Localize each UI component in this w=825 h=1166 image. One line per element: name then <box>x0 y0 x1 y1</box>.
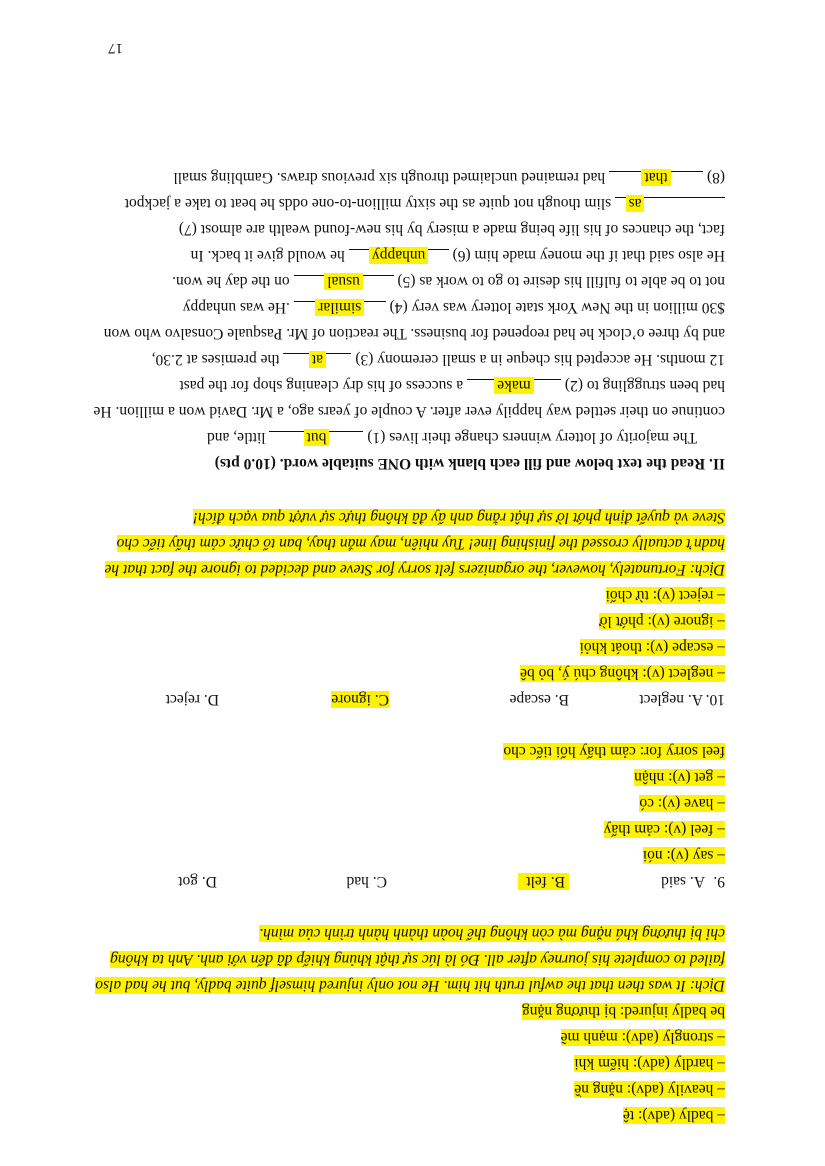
passage-line: fact, the chances of his life being made a misery by his new-found wealth are almost (7) <box>178 221 725 238</box>
translation-line: Steve và quyết định phớt lờ sự thật rằng anh ấy đã không thực sự vượt qua vạch đích! <box>192 509 725 526</box>
passage-line: The majority of lottery winners change their lives (1) but little, and <box>207 429 697 446</box>
vocab-line: – say (v): nói <box>642 847 725 864</box>
question-9-option-c: C. had <box>346 873 387 890</box>
passage-line: He also said that if the money made him (6) unhappy he would give it back. In <box>190 247 725 264</box>
passage-line: as slim though not quite as the sixty million-to-one odds he beat to take a jackpot <box>125 194 725 212</box>
question-10-number: 10. <box>705 691 725 708</box>
vocab-line: – hardly (adv): hiếm khi <box>574 1055 725 1072</box>
vocab-line: – reject (v): từ chối <box>605 587 725 604</box>
vocab-line: – ignore (v): phớt lờ <box>599 613 725 630</box>
question-10-option-d: D. reject <box>165 691 219 708</box>
blank-7: as <box>615 197 725 212</box>
translation-line: Dịch: Fortunately, however, the organizers felt sorry for Steve and decided to ignore the fact that he <box>104 561 725 578</box>
vocab-line: – neglect (v): không chú ý, bỏ bê <box>520 665 725 682</box>
vocab-line: be badly injured: bị thương nặng <box>522 1003 725 1020</box>
translation-line: Dịch: It was then that the awful truth hit him. He not only injured himself quite badly, but he had also <box>95 977 725 994</box>
vocab-line: – have (v): có <box>639 795 725 812</box>
translation-line: failed to complete his journey after all. Đó là lúc sự thật khủng khiếp đã đến với anh. Anh ta không <box>110 951 725 968</box>
blank-4: similar <box>294 301 386 316</box>
blank-8: that <box>609 171 703 186</box>
blank-5: usual <box>294 275 394 290</box>
vocab-line: – strongly (adv): mạnh mẽ <box>560 1029 725 1046</box>
blank-1: but <box>269 431 363 446</box>
vocab-line: – escape (v): thoát khỏi <box>579 639 725 656</box>
blank-6: unhappy <box>349 249 449 264</box>
vocab-line: – heavily (adv): nặng nề <box>574 1081 725 1098</box>
question-10-option-a: A. neglect <box>639 691 703 708</box>
vocab-line: – get (v): nhận <box>634 769 725 786</box>
translation-line: chỉ bị thương khá nặng mà còn không thể hoàn thành hành trình của mình. <box>259 925 725 942</box>
passage-line: not to be able to fulfill his desire to go to work as (5) usual on the day he won. <box>172 273 725 290</box>
vocab-line: feel sorry for: cảm thấy hối tiếc cho <box>503 743 725 760</box>
question-9-option-b: B. felt <box>518 872 569 890</box>
blank-2: make <box>467 379 561 394</box>
passage-line: continue on their settled way happily ever after. A couple of years ago, a Mr. David won a million. He <box>93 403 725 420</box>
vocab-line: – badly (adv): tệ <box>622 1107 725 1124</box>
translation-line: hadn’t actually crossed the finishing line! Tuy nhiên, may mắn thay, ban tổ chức cảm thấy tiếc cho <box>116 535 725 552</box>
passage-line: 12 months. He accepted his cheque in a small ceremony (3) at the premises at 2.30, <box>151 351 725 368</box>
passage-line: $30 million in the New York state lottery was very (4) similar .He was unhappy <box>182 299 725 316</box>
passage-line: (8) that had remained unclaimed through six previous draws. Gambling small <box>173 169 725 186</box>
passage-line: had been struggling to (2) make a success of his dry cleaning shop for the past <box>179 377 725 394</box>
question-10-option-b: B. escape <box>509 691 569 708</box>
section-heading: II. Read the text below and fill each blank with ONE suitable word. (10.0 pts) <box>214 455 725 472</box>
passage-line: and by three o’clock he had reopened for business. The reaction of Mr. Pasquale Consalvo who won <box>103 325 725 342</box>
vocab-line: – feel (v): cảm thấy <box>603 821 725 838</box>
question-9-number: 9. <box>713 873 725 890</box>
question-9-option-d: D. got <box>178 873 217 890</box>
page-number: 17 <box>108 40 123 56</box>
question-10-option-c: C. ignore <box>331 691 389 708</box>
blank-3: at <box>283 353 351 368</box>
question-9-option-a: A. said <box>661 873 705 890</box>
